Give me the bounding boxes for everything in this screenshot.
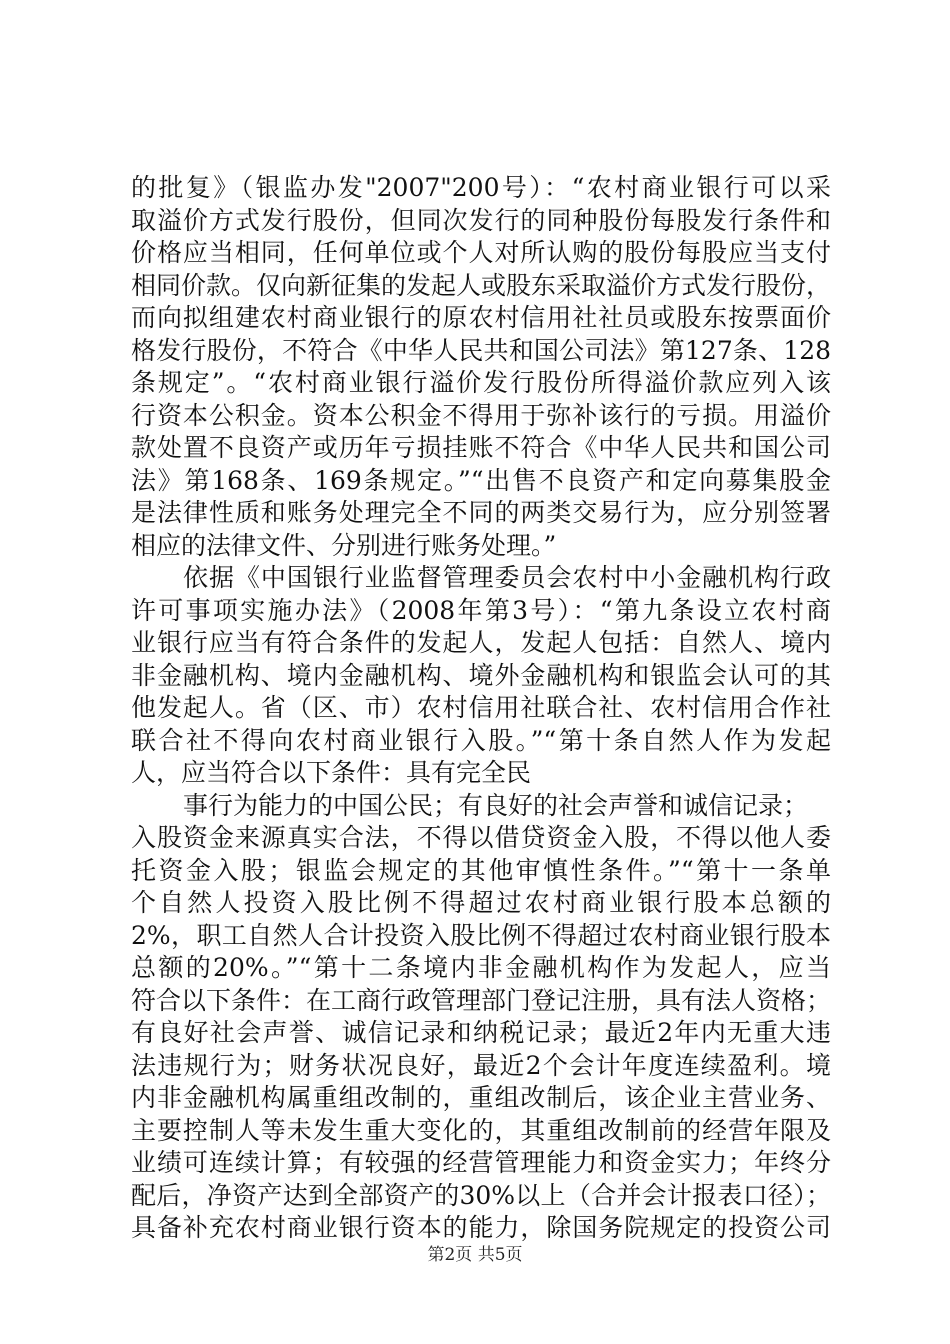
paragraph-1 [131, 172, 831, 562]
text-line: 许可事项实施办法》（2008年第3号）：“第九条设立农村商 [131, 595, 831, 625]
text-line: 总额的20%。”“第十二条境内非金融机构作为发起人，应当 [131, 953, 831, 982]
text-line: 2%，职工自然人合计投资入股比例不得超过农村商业银行股本 [131, 920, 831, 950]
text-line: 内非金融机构属重组改制的，重组改制后，该企业主营业务、 [131, 1083, 831, 1112]
text-line: 业绩可连续计算；有较强的经营管理能力和资金实力；年终分 [131, 1148, 831, 1177]
text-line: 法》第168条、169条规定。”“出售不良资产和定向募集股金 [131, 465, 831, 495]
text-line: 款处置不良资产或历年亏损挂账不符合《中华人民共和国公司 [131, 433, 831, 462]
text-line: 人，应当符合以下条件：具有完全民 [131, 758, 532, 787]
text-line: 价格应当相同，任何单位或个人对所认购的股份每股应当支付 [131, 238, 831, 267]
text-line: 的批复》（银监办发"2007"200号）：“农村商业银行可以采 [131, 173, 831, 202]
paragraph-2 [131, 562, 831, 790]
text-line: 符合以下条件：在工商行政管理部门登记注册，具有法人资格； [131, 985, 832, 1015]
text-line: 联合社不得向农村商业银行入股。”“第十条自然人作为发起 [131, 725, 831, 755]
text-line: 主要控制人等未发生重大变化的，其重组改制前的经营年限及 [131, 1115, 831, 1145]
text-line: 而向拟组建农村商业银行的原农村信用社社员或股东按票面价 [131, 303, 831, 332]
text-line: 是法律性质和账务处理完全不同的两类交易行为，应分别签署 [131, 498, 831, 527]
text-line: 格发行股份，不符合《中华人民共和国公司法》第127条、128 [131, 335, 831, 365]
text-line: 相同价款。仅向新征集的发起人或股东采取溢价方式发行股份， [131, 270, 832, 300]
paragraph-3 [131, 790, 831, 1245]
text-line: 法违规行为；财务状况良好，最近2个会计年度连续盈利。境 [131, 1050, 831, 1080]
text-line: 业银行应当有符合条件的发起人，发起人包括：自然人、境内 [131, 628, 831, 657]
text-line: 相应的法律文件、分别进行账务处理。” [131, 530, 557, 560]
text-line: 非金融机构、境内金融机构、境外金融机构和银监会认可的其 [131, 660, 831, 690]
text-line: 托资金入股；银监会规定的其他审慎性条件。”“第十一条单 [131, 855, 831, 885]
text-line: 入股资金来源真实合法，不得以借贷资金入股，不得以他人委 [131, 823, 831, 852]
text-line: 他发起人。省（区、市）农村信用社联合社、农村信用合作社 [131, 693, 831, 722]
text-line: 行资本公积金。资本公积金不得用于弥补该行的亏损。用溢价 [131, 400, 831, 430]
text-line: 事行为能力的中国公民；有良好的社会声誉和诚信记录； [183, 790, 809, 820]
text-line: 具备补充农村商业银行资本的能力，除国务院规定的投资公司 [131, 1213, 831, 1242]
text-line: 配后，净资产达到全部资产的30%以上（合并会计报表口径）； [131, 1180, 831, 1210]
page-number-footer: 第2页 共5页 [427, 1245, 523, 1265]
text-line: 条规定”。“农村商业银行溢价发行股份所得溢价款应列入该 [131, 368, 831, 397]
text-line: 依据《中国银行业监督管理委员会农村中小金融机构行政 [183, 563, 831, 592]
document-body [131, 172, 831, 1245]
text-line: 有良好社会声誉、诚信记录和纳税记录；最近2年内无重大违 [131, 1018, 831, 1047]
text-line: 取溢价方式发行股份，但同次发行的同种股份每股发行条件和 [131, 205, 831, 235]
text-line: 个自然人投资入股比例不得超过农村商业银行股本总额的 [131, 888, 831, 917]
